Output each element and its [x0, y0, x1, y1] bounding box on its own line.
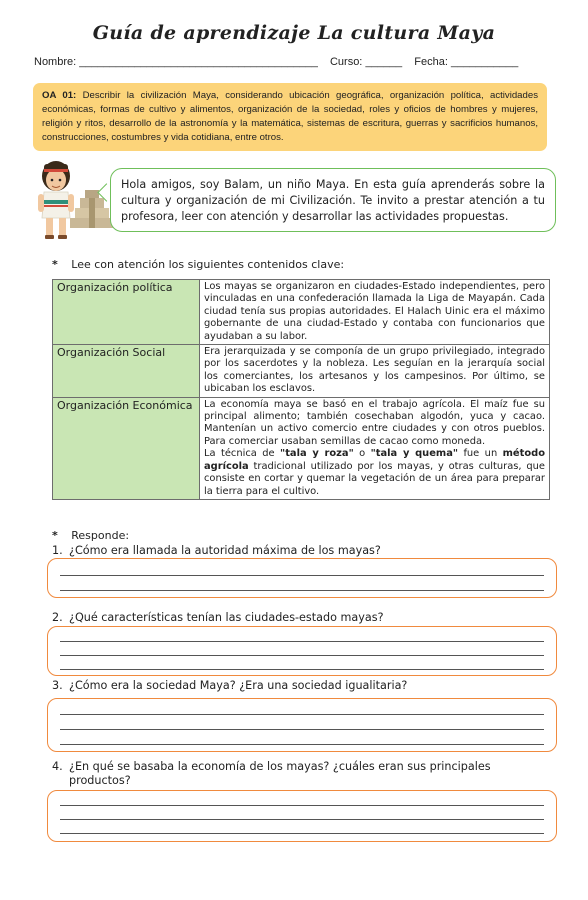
question-3 — [52, 679, 552, 692]
table-row — [53, 345, 550, 398]
technique-pre: La técnica de — [204, 448, 281, 460]
row-text: Era jerarquizada y se componía de un grupo privilegiado, integrado por los sacerdotes y la nobleza. Les seguían en la jerarquía social los comerciantes, los artesanos y los campesinos. Por último, se ubicaban los esclavos. — [200, 345, 550, 398]
answer-line — [60, 833, 544, 834]
objective-text: Describir la civilización Maya, considerando ubicación geográfica, organización política, actividades económicas, formas de cultivo y alimentos, organización de la sociedad, roles y oficios de hombres y mujeres, religión y ritos, desarrollo de la astronomía y la matemática, sistemas de escritura, guerras y sacrificios humanos, construcciones, costumbres y vida cotidiana, entre otros. — [42, 90, 538, 143]
curso-label: Curso: — [329, 56, 363, 68]
bullet-icon: * — [52, 258, 58, 271]
economy-paragraph: La economía maya se basó en el trabajo agrícola. El maíz fue su principal alimento; también cosechaban algodón, yuca y cacao. Mantenían un activo comercio entre ciudades y con otros pueblos. Para comerciar usaban semillas de cacao como moneda. — [204, 398, 545, 447]
row-label: Organización política — [53, 280, 200, 345]
table-row — [53, 397, 550, 499]
answer-line — [60, 805, 544, 806]
answer-box-1[interactable] — [47, 558, 557, 598]
answer-line — [60, 819, 544, 820]
answer-instruction: Responde: — [71, 529, 130, 542]
row-text-economy — [200, 397, 550, 499]
question-4 — [52, 760, 522, 788]
table-row — [53, 280, 550, 345]
technique-term-2: "tala y quema" — [370, 448, 459, 460]
speech-text: Hola amigos, soy Balam, un niño Maya. En esta guía aprenderás sobre la cultura y organización de mi Civilización. Te invito a prestar atención a tu profesora, leer con atención y desarrollar las actividades propuestas. — [121, 178, 545, 223]
question-number: 1. — [52, 544, 63, 557]
technique-term-3: método agrícola — [204, 448, 545, 472]
maya-boy-illustration — [30, 156, 122, 248]
row-label: Organización Social — [53, 345, 200, 398]
question-text: ¿Cómo era la sociedad Maya? ¿Era una sociedad igualitaria? — [69, 679, 408, 692]
question-text: ¿Cómo era llamada la autoridad máxima de los mayas? — [69, 544, 381, 557]
question-number: 3. — [52, 679, 63, 692]
key-content-table — [52, 279, 550, 500]
answer-line — [60, 655, 544, 656]
answer-box-2[interactable] — [47, 626, 557, 676]
technique-mid-2: fue un — [458, 448, 503, 460]
nombre-label: Nombre: — [34, 56, 77, 68]
answer-instruction-line — [52, 529, 129, 542]
row-label: Organización Económica — [53, 397, 200, 499]
curso-field[interactable]: ______ — [365, 56, 403, 68]
technique-term-1: "tala y roza" — [280, 448, 354, 460]
page-title: Guía de aprendizaje La cultura Maya — [92, 22, 496, 44]
fecha-field[interactable]: ___________ — [450, 56, 519, 68]
fecha-label: Fecha: — [414, 56, 448, 68]
answer-box-3[interactable] — [47, 698, 557, 752]
answer-line — [60, 669, 544, 670]
question-1 — [52, 544, 552, 557]
answer-line — [60, 729, 544, 730]
objective-code: OA 01: — [42, 90, 77, 101]
question-number: 2. — [52, 611, 63, 624]
row-text: Los mayas se organizaron en ciudades-Estado independientes, pero vinculadas en una confederación llamada la Liga de Mayapán. Cada ciudad tenía sus propias autoridades. El Halach Uinic era el máximo gobernante de una ciudad-Estado y contaba con funcionarios que ayudaban a su labor. — [200, 280, 550, 345]
answer-line — [60, 744, 544, 745]
technique-mid-1: o — [353, 448, 371, 460]
bullet-icon: * — [52, 529, 58, 542]
answer-line — [60, 714, 544, 715]
technique-post: tradicional utilizado por los mayas, y otras culturas, que consiste en cortar y quemar la vegetación de un área para preparar la tierra para el cultivo. — [204, 460, 545, 497]
answer-line — [60, 641, 544, 642]
read-instruction-line — [52, 258, 344, 271]
read-instruction: Lee con atención los siguientes contenidos clave: — [71, 258, 345, 271]
nombre-field[interactable]: _______________________________________ — [79, 56, 318, 68]
question-number: 4. — [52, 760, 63, 773]
question-2 — [52, 611, 552, 624]
objective-box — [33, 83, 547, 151]
question-text: ¿Qué características tenían las ciudades-estado mayas? — [69, 611, 384, 624]
speech-bubble — [110, 168, 556, 232]
student-info-row — [34, 56, 554, 68]
answer-box-4[interactable] — [47, 790, 557, 842]
boy-figure — [38, 161, 74, 239]
answer-line — [60, 575, 544, 576]
question-text: ¿En qué se basaba la economía de los mayas? ¿cuáles eran sus principales productos? — [69, 760, 491, 787]
answer-line — [60, 590, 544, 591]
